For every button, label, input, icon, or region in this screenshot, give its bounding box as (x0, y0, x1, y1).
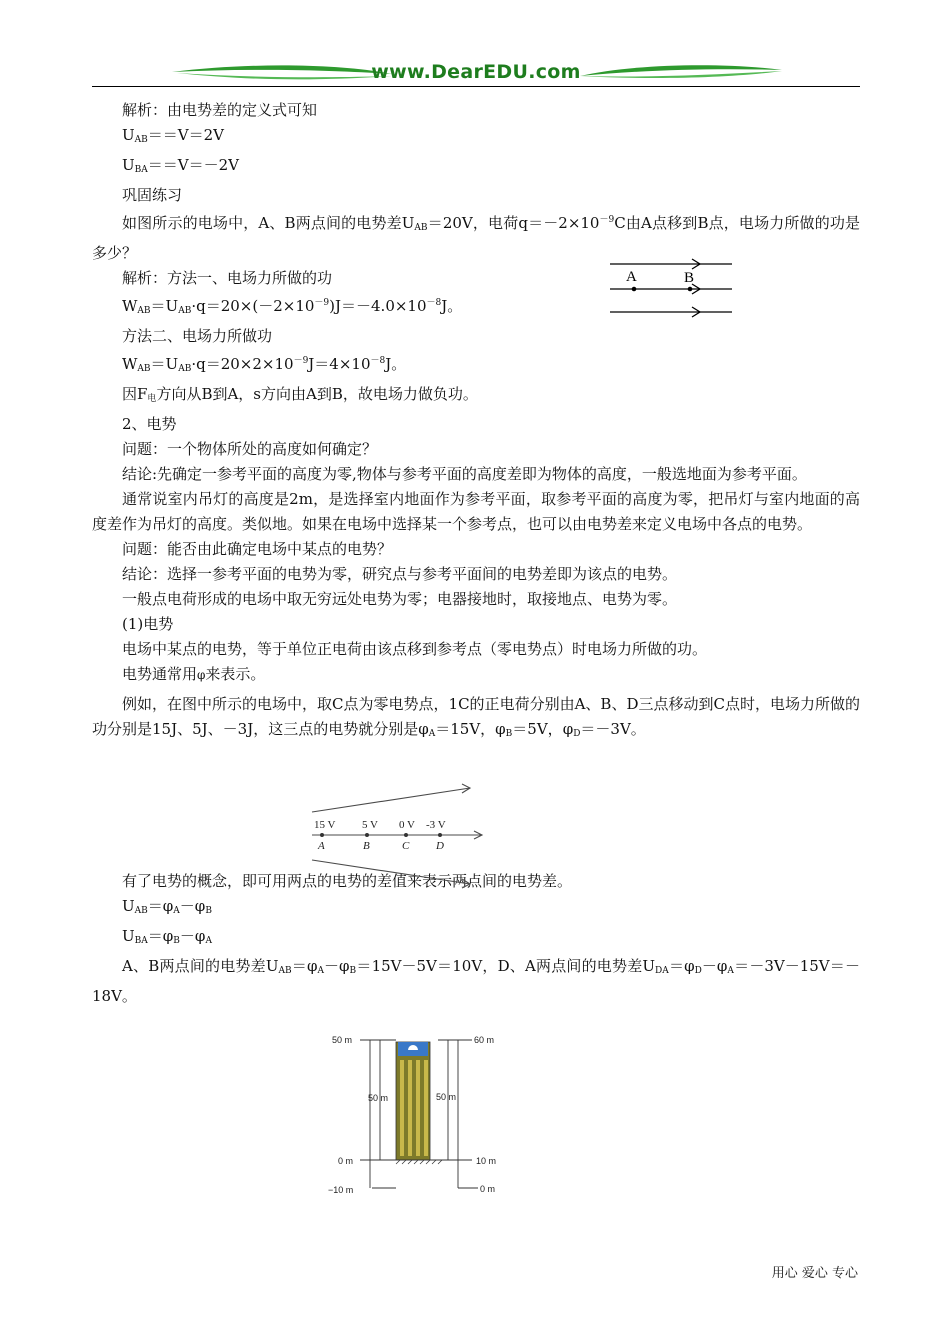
window-column (408, 1060, 412, 1156)
paragraph: 通常说室内吊灯的高度是2m，是选择室内地面作为参考平面，取参考平面的高度为零，把吊灯与室内地面的高度差作为吊灯的高度。类似地。如果在电场中选择某一个参考点，也可以由电势差来定义电场中各点的电势。 (92, 490, 860, 533)
hatch-mark (396, 1160, 400, 1164)
paragraph: 有了电势的概念，即可用两点的电势的差值来表示两点间的电势差。 (122, 872, 573, 890)
potential-label: 15 V (314, 819, 336, 831)
point-a-dot (632, 287, 637, 292)
paragraph: 解析：方法一、电场力所做的功 (122, 269, 333, 287)
hatch-mark (432, 1160, 436, 1164)
paragraph: $U_{BA}==V=-2V$ (122, 156, 239, 175)
potential-label: 5 V (362, 819, 378, 831)
point-a-dot (320, 833, 324, 837)
paragraph: 一般点电荷形成的电场中取无穷远处电势为零；电器接地时，取接地点、电势为零。 (122, 590, 678, 608)
point-label: D (436, 840, 444, 852)
point-a-label: A (626, 269, 637, 285)
paragraph: A、B两点间的电势差$U_{AB}=\varphi_A-\varphi_B=15V-5V=10V$，D、A两点间的电势差$U_{DA}=\varphi_D-\varphi_A=-3V-15V=-18V$。 (92, 957, 861, 1005)
field-lines-figure (604, 256, 744, 328)
paragraph: 例如，在图中所示的电场中，取C点为零电势点，1C的正电荷分别由A、B、D三点移动到C点时，电场力所做的功分别是15J、5J、－3J，这三点的电势就分别是$\varphi_A=15V$，$\varphi_B=5V$，$\varphi_D=-3V$。 (92, 695, 860, 739)
building-height-figure (322, 1030, 512, 1202)
window-column (400, 1060, 404, 1156)
section-heading: 巩固练习 (122, 186, 183, 204)
point-label: B (363, 840, 370, 852)
paragraph: $W_{AB}=U_{AB}\cdot q=20\times(-2\times 10^{-9})J=-4.0\times 10^{-8}J$。 (122, 297, 463, 316)
paragraph: 电场中某点的电势，等于单位正电荷由该点移到参考点（零电势点）时电场力所做的功。 (122, 640, 708, 658)
paragraph: 问题：一个物体所处的高度如何确定？ (122, 440, 378, 458)
field-line (312, 788, 470, 812)
hatch-mark (426, 1160, 430, 1164)
site-logo-text: www.DearEDU.com (371, 61, 581, 83)
paragraph: $U_{AB}=\varphi_A-\varphi_B$ (122, 897, 212, 916)
point-label: A (318, 840, 325, 852)
potential-label: -3 V (426, 819, 446, 831)
paragraph: 解析：由电势差的定义式可知 (122, 101, 318, 119)
height-label: 0 m (338, 1156, 354, 1166)
paragraph: 如图所示的电场中，A、B两点间的电势差$U_{AB}=20V$，电荷$q=-2\times 10^{-9}C$由A点移到B点，电场力所做的功是多少？ (92, 214, 860, 262)
window-column (416, 1060, 420, 1156)
potential-figure (302, 780, 492, 892)
paragraph: 结论:先确定一参考平面的高度为零,物体与参考平面的高度差即为物体的高度，一般选地面为参考平面。 (122, 465, 807, 483)
height-label: 50 m (332, 1035, 353, 1045)
hatch-mark (402, 1160, 406, 1164)
paragraph: 方法二、电场力所做功 (122, 327, 273, 345)
point-c-dot (404, 833, 408, 837)
height-label: 60 m (474, 1035, 495, 1045)
potential-label: 0 V (399, 819, 415, 831)
point-label: C (402, 840, 410, 852)
height-label: 0 m (480, 1184, 496, 1194)
point-b-dot (365, 833, 369, 837)
field-line (312, 860, 470, 884)
paragraph: 电势通常用φ来表示。 (122, 665, 266, 683)
hatch-mark (420, 1160, 424, 1164)
hatch-mark (408, 1160, 412, 1164)
height-label: 10 m (476, 1156, 497, 1166)
header-divider (92, 86, 860, 87)
height-label: 50 m (368, 1093, 389, 1103)
paragraph: $U_{AB}==V=2V$ (122, 126, 224, 145)
subsection-heading: (1)电势 (122, 615, 174, 633)
paragraph: 结论：选择一参考平面的电势为零，研究点与参考平面间的电势差即为该点的电势。 (122, 565, 678, 583)
paragraph: $W_{AB}=U_{AB}\cdot q=20\times 2\times 10^{-9}J=4\times 10^{-8}J$。 (122, 355, 407, 374)
point-d-dot (438, 833, 442, 837)
height-label: −10 m (328, 1185, 354, 1195)
height-label: 50 m (436, 1092, 457, 1102)
window-column (424, 1060, 428, 1156)
hatch-mark (438, 1160, 442, 1164)
paragraph: $U_{BA}=\varphi_B-\varphi_A$ (122, 927, 212, 946)
page-footer: 用心 爱心 专心 (771, 1266, 858, 1281)
hatch-mark (414, 1160, 418, 1164)
paragraph: 因$F_电$方向从B到A，s方向由A到B，故电场力做负功。 (122, 385, 478, 404)
section-heading: 2、电势 (122, 415, 177, 433)
point-b-dot (688, 287, 693, 292)
paragraph: 问题：能否由此确定电场中某点的电势？ (122, 540, 393, 558)
point-b-label: B (684, 270, 695, 286)
